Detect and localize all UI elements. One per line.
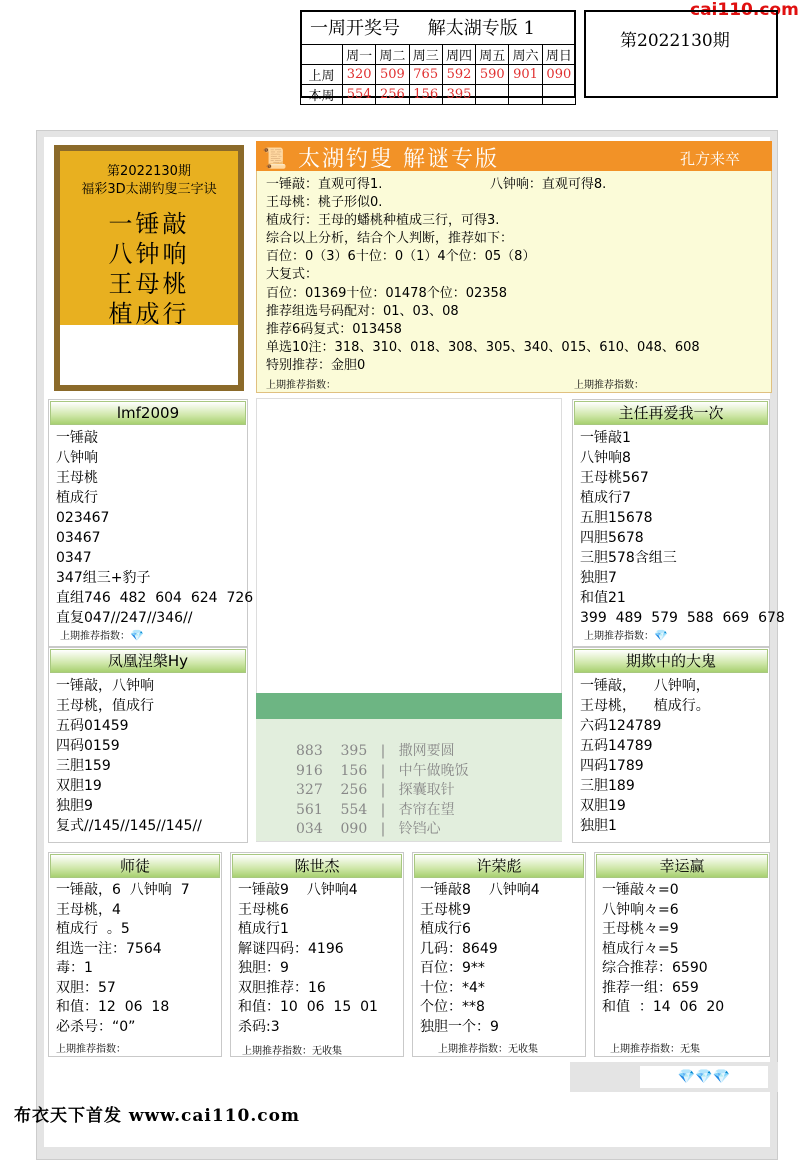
puzzle-line: 植成行：王母的蟠桃种植成三行，可得3.: [266, 213, 500, 229]
box-line: 三胆189: [580, 778, 635, 794]
puzzle-body: [266, 176, 766, 375]
box-body: [56, 676, 202, 836]
riddle-numbers: 883 395: [296, 743, 368, 759]
riddle-numbers: 561 554: [296, 801, 368, 818]
draw-number: 395: [442, 85, 475, 105]
box-line: 组选一注：7564: [56, 940, 162, 957]
table-corner: [301, 45, 343, 65]
center-divider: [256, 693, 562, 719]
header-title: [302, 14, 574, 44]
row-label: 上周: [301, 65, 343, 85]
box-line: 五码01459: [56, 718, 129, 734]
box-line: 五胆15678: [580, 510, 653, 526]
rating-label: 上期推荐指数：无收集: [242, 1046, 342, 1057]
box-line: 和值 ：14 06 20: [602, 999, 725, 1015]
box-rating: [438, 1040, 538, 1055]
puzzle-line: 单选10注：318、310、018、308、305、340、015、610、048、608: [266, 339, 700, 355]
box-line: 一锤敲，6 八钟响 7: [56, 882, 190, 898]
draw-number: 090: [542, 65, 575, 85]
box-line: 和值：12 06 18: [56, 999, 170, 1015]
box-line: 八钟响々=6: [602, 901, 679, 918]
box-line: 几码：8649: [420, 940, 498, 957]
box-line: 复式//145//145//145//: [56, 818, 202, 834]
box-line: 植成行7: [580, 490, 631, 506]
box-line: 王母桃，值成行: [56, 698, 154, 714]
rating-label: 上期推荐指数：无集: [610, 1044, 700, 1055]
box-line: 023467: [56, 510, 110, 526]
draw-number: 765: [409, 65, 442, 85]
puzzle-line: 百位：01369十位：01478个位：02358: [266, 285, 508, 301]
box-line: 推荐一组：659: [602, 979, 699, 996]
box-rating: [242, 1042, 342, 1057]
diamond-icons: 💎💎💎: [640, 1066, 768, 1088]
riddle-separator: |: [367, 821, 399, 837]
draw-number: 156: [409, 85, 442, 105]
draw-number: 509: [376, 65, 409, 85]
formula-card-blank: [60, 325, 238, 385]
box-line: 独胆7: [580, 570, 617, 586]
box-line: 和值：10 06 15 01: [238, 999, 378, 1015]
box-line: 双胆：57: [56, 979, 116, 996]
box-line: 四码0159: [56, 738, 120, 754]
riddle-text: 铃铛心: [398, 821, 441, 837]
box-line: 五码14789: [580, 738, 653, 754]
box-line: 植成行々=5: [602, 940, 679, 957]
puzzle-author: 孔方来卒: [680, 150, 741, 168]
card-line: 一锤敲: [108, 210, 190, 238]
box-line: 399 489 579 588 669 678: [580, 610, 785, 626]
box-body: [580, 676, 710, 836]
puzzle-line: 推荐组选号码配对：01、03、08: [266, 303, 459, 319]
box-rating: [60, 627, 142, 642]
box-line: 独胆：9: [238, 960, 289, 976]
riddle-text: 撒网要圆: [398, 743, 455, 759]
box-line: 双胆19: [56, 778, 102, 794]
box-line: 独胆一个：9: [420, 1018, 499, 1035]
riddle-row: [296, 801, 469, 821]
box-line: 王母桃567: [580, 470, 649, 486]
site-name: cai110.com: [690, 0, 799, 20]
box-line: 王母桃9: [420, 901, 471, 918]
table-row: [301, 85, 576, 105]
card-line: 植成行: [108, 300, 190, 328]
box-line: 毒：1: [56, 960, 93, 976]
box-line: 必杀号：“0”: [56, 1018, 136, 1035]
puzzle-line: 一锤敲：直观可得1. 八钟响：直观可得8.: [266, 177, 607, 192]
period-box: 第2022130期: [584, 10, 778, 98]
box-line: 0347: [56, 550, 92, 566]
day-cell: 周二: [376, 45, 409, 65]
box-line: 独胆1: [580, 818, 617, 834]
box-body: [56, 881, 190, 1037]
box-line: 独胆9: [56, 798, 93, 814]
box-body: [580, 428, 785, 628]
box-line: 一锤敲1: [580, 430, 631, 446]
riddle-numbers: 034 090: [296, 821, 368, 837]
box-line: 十位：*4*: [420, 979, 485, 996]
puzzle-line: 综合以上分析，结合个人判断，推荐如下：: [266, 231, 514, 247]
draw-number: 590: [476, 65, 509, 85]
table-header-row: [301, 45, 576, 65]
puzzle-line: 百位：0（3）6十位：0（1）4个位：05（8）: [266, 249, 536, 265]
card-line: 八钟响: [108, 240, 190, 268]
box-line: 王母桃: [56, 470, 98, 486]
box-title: 期欺中的大鬼: [574, 649, 768, 673]
riddle-list: [296, 742, 469, 840]
day-cell: 周一: [343, 45, 376, 65]
box-line: 347组三+豹子: [56, 570, 151, 586]
box-line: 百位：9**: [420, 960, 485, 976]
box-line: 八钟响8: [580, 450, 631, 466]
puzzle-line: 推荐6码复式：013458: [266, 321, 402, 337]
box-title: 许荣彪: [414, 854, 584, 878]
diamond-icon: 💎: [654, 629, 668, 642]
riddle-row: [296, 781, 469, 801]
diamond-icon: 💎: [130, 629, 144, 642]
box-line: 一锤敲，八钟响: [56, 678, 154, 694]
document-icon: 📜: [262, 146, 287, 170]
riddle-numbers: 327 256: [296, 782, 368, 798]
box-line: 王母桃，4: [56, 901, 121, 918]
puzzle-rating-left: 上期推荐指数：: [266, 380, 336, 391]
day-cell: 周五: [476, 45, 509, 65]
box-line: 三胆159: [56, 758, 111, 774]
box-line: 植成行 。5: [56, 921, 130, 937]
header-title-left: 一周开奖号: [310, 18, 400, 39]
box-line: 一锤敲， 八钟响，: [580, 678, 710, 694]
box-line: 四码1789: [580, 758, 644, 774]
riddle-text: 探囊取针: [398, 782, 455, 798]
box-title: 幸运赢: [596, 854, 768, 878]
box-line: 双胆19: [580, 798, 626, 814]
box-title: lmf2009: [50, 401, 246, 425]
draw-number: 592: [442, 65, 475, 85]
rating-label: 上期推荐指数：: [56, 1044, 126, 1055]
box-line: 杀码:3: [238, 1018, 280, 1035]
weekly-draw-table: [300, 44, 576, 105]
box-line: 八钟响: [56, 450, 98, 466]
box-line: 三胆578含组三: [580, 550, 677, 566]
puzzle-line: 王母桃：桃子形似0.: [266, 195, 383, 211]
box-line: 植成行: [56, 490, 98, 506]
box-line: 一锤敲9 八钟响4: [238, 882, 358, 898]
riddle-row: [296, 820, 469, 840]
box-line: 植成行6: [420, 921, 471, 937]
box-line: 03467: [56, 530, 101, 546]
riddle-row: [296, 742, 469, 762]
draw-number: 901: [509, 65, 542, 85]
riddle-numbers: 916 156: [296, 762, 368, 779]
riddle-separator: |: [367, 762, 399, 779]
draw-number: [476, 85, 509, 105]
box-body: [420, 881, 540, 1037]
draw-number: 320: [343, 65, 376, 85]
box-line: 和值21: [580, 590, 626, 606]
box-rating: [56, 1040, 126, 1055]
draw-number: [542, 85, 575, 105]
footer-credit: 布衣天下首发 www.cai110.com: [14, 1106, 300, 1126]
card-period: 第2022130期: [107, 164, 191, 179]
box-line: 直复047//247//346//: [56, 610, 193, 626]
box-line: 植成行1: [238, 921, 289, 937]
draw-number: 554: [343, 85, 376, 105]
day-cell: 周日: [542, 45, 575, 65]
box-title: 陈世杰: [232, 854, 402, 878]
box-line: 王母桃， 植成行。: [580, 698, 710, 714]
rating-label: 上期推荐指数：: [584, 631, 654, 642]
box-line: 一锤敲: [56, 430, 98, 446]
riddle-text: 杏帘在望: [398, 801, 455, 818]
box-rating: [584, 627, 666, 642]
riddle-separator: |: [367, 782, 399, 798]
draw-number: [509, 85, 542, 105]
box-line: 一锤敲8 八钟响4: [420, 882, 540, 898]
box-line: 解谜四码：4196: [238, 940, 344, 957]
day-cell: 周四: [442, 45, 475, 65]
box-line: 一锤敲々=0: [602, 882, 679, 898]
box-line: 双胆推荐：16: [238, 979, 326, 996]
puzzle-rating-right: 上期推荐指数：: [574, 380, 644, 391]
box-rating: [610, 1040, 700, 1055]
box-title: 师徒: [50, 854, 220, 878]
box-line: 六码124789: [580, 718, 662, 734]
box-line: 个位：**8: [420, 999, 485, 1015]
puzzle-line: 特别推荐：金胆0: [266, 357, 366, 373]
box-line: 四胆5678: [580, 530, 644, 546]
puzzle-line: 大复式：: [266, 267, 319, 283]
table-row: [301, 65, 576, 85]
box-line: 直组746 482 604 624 726: [56, 590, 254, 606]
box-body: [56, 428, 253, 628]
rating-label: 上期推荐指数：: [60, 631, 130, 642]
box-line: 综合推荐：6590: [602, 960, 708, 976]
header-title-right: 解太湖专版 1: [427, 18, 535, 39]
box-title: 凤凰涅槃Hy: [50, 649, 246, 673]
rating-label: 上期推荐指数：无收集: [438, 1044, 538, 1055]
riddle-row: [296, 762, 469, 782]
day-cell: 周三: [409, 45, 442, 65]
box-line: 王母桃々=9: [602, 921, 679, 937]
box-line: 王母桃6: [238, 901, 289, 918]
day-cell: 周六: [509, 45, 542, 65]
box-title: 主任再爱我一次: [574, 401, 768, 425]
riddle-separator: |: [367, 743, 399, 759]
riddle-separator: |: [367, 801, 399, 818]
riddle-text: 中午做晚饭: [398, 762, 469, 779]
row-label: 本周: [301, 85, 343, 105]
box-body: [602, 881, 724, 1018]
card-line: 王母桃: [108, 270, 190, 298]
card-subtitle: 福彩3D太湖钓叟三字诀: [81, 182, 217, 197]
puzzle-title: 太湖钓叟 解谜专版: [298, 147, 499, 172]
draw-number: 256: [376, 85, 409, 105]
box-body: [238, 881, 378, 1037]
